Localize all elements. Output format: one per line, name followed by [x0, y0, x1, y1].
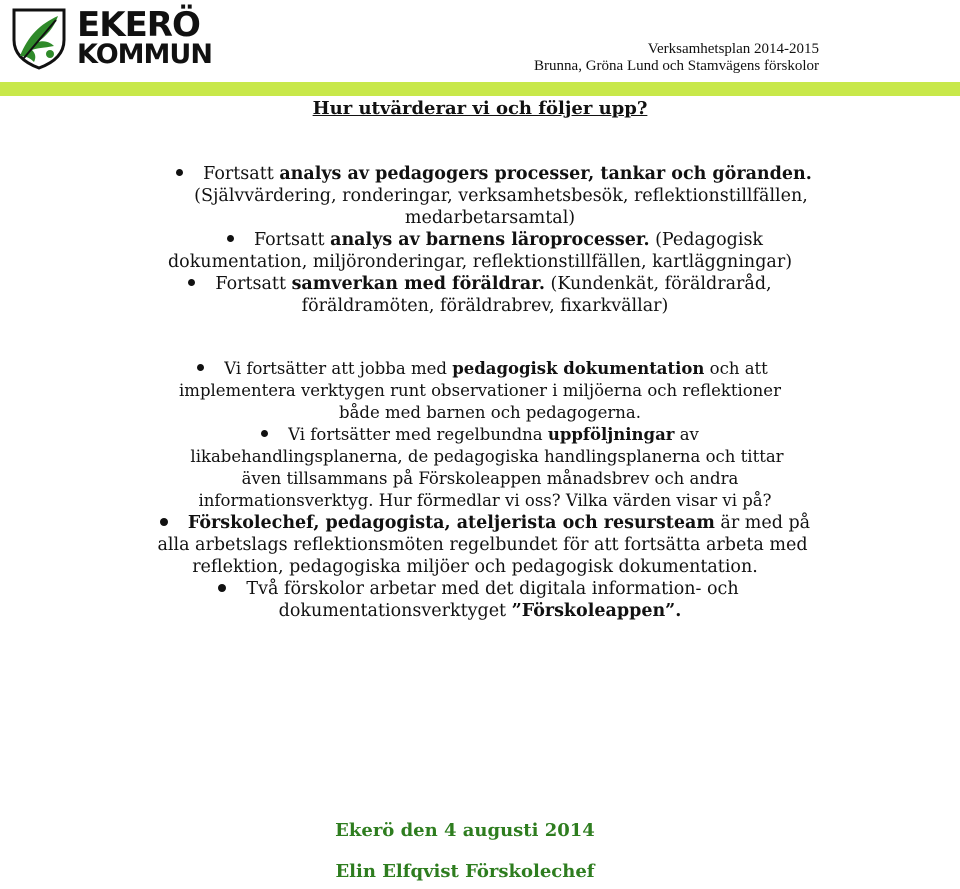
list-item: Fortsatt analys av barnens läroprocesser. (Pedagogisk — [0, 229, 960, 251]
list-item-continuation: reflektion, pedagogiska miljöer och pedagogisk dokumentation. — [192, 557, 758, 577]
signature-name: Elin Elfqvist Förskolechef — [335, 861, 595, 882]
bullet-icon — [176, 169, 183, 176]
document-subtitle: Brunna, Gröna Lund och Stamvägens förskolor — [534, 58, 819, 74]
bullet-icon — [197, 364, 204, 371]
list-item-continuation: föräldramöten, föräldrabrev, fixarkvällar) — [301, 296, 669, 316]
document-header — [534, 41, 819, 75]
list-item: Fortsatt samverkan med föräldrar. (Kundenkät, föräldraråd, — [0, 273, 960, 295]
bullet-icon — [227, 235, 234, 242]
list-item-continuation: dokumentationsverktyget ”Förskoleappen”. — [278, 601, 682, 621]
list-item-continuation: implementera verktygen runt observationer i miljöerna och reflektioner — [179, 381, 781, 400]
brand-line1: EKERÖ — [77, 5, 200, 45]
bullet-icon — [261, 430, 268, 437]
list-item-continuation: (Självvärdering, ronderingar, verksamhetsbesök, reflektionstillfällen, — [194, 186, 808, 206]
bullet-icon — [218, 584, 226, 592]
coat-of-arms-icon — [10, 6, 70, 70]
ekero-kommun-logo — [10, 5, 212, 70]
list-item-continuation: dokumentation, miljöronderingar, reflektionstillfällen, kartläggningar) — [167, 252, 793, 272]
list-item: Två förskolor arbetar med det digitala information- och — [0, 578, 960, 600]
list-item-continuation: informationsverktyg. Hur förmedlar vi oss? Vilka värden visar vi på? — [198, 491, 772, 510]
bullet-icon — [160, 518, 168, 526]
list-item-continuation: både med barnen och pedagogerna. — [339, 403, 641, 422]
place-date: Ekerö den 4 augusti 2014 — [335, 820, 595, 841]
list-item-continuation: likabehandlingsplanerna, de pedagogiska handlingsplanerna och tittar — [190, 447, 784, 466]
list-item-continuation: även tillsammans på Förskoleappen månadsbrev och andra — [241, 469, 739, 488]
list-item-continuation: medarbetarsamtal) — [404, 208, 576, 228]
follow-up-list — [0, 163, 960, 229]
bullet-icon — [188, 279, 195, 286]
list-item: Fortsatt analys av pedagogers processer, tankar och göranden. — [0, 163, 960, 185]
header-rule — [0, 82, 960, 96]
list-item-continuation: alla arbetslags reflektionsmöten regelbundet för att fortsätta arbeta med — [157, 535, 808, 555]
document-title: Verksamhetsplan 2014-2015 — [647, 41, 819, 57]
follow-up-list — [0, 229, 960, 317]
documentation-list — [0, 358, 960, 622]
page-heading: Hur utvärderar vi och följer upp? — [312, 98, 648, 119]
brand-line2: KOMMUN — [77, 39, 212, 70]
list-item: Vi fortsätter med regelbundna uppföljningar av — [0, 424, 960, 446]
list-item: Vi fortsätter att jobba med pedagogisk dokumentation och att — [0, 358, 960, 380]
list-item: Förskolechef, pedagogista, ateljerista och resursteam är med på — [0, 512, 960, 534]
